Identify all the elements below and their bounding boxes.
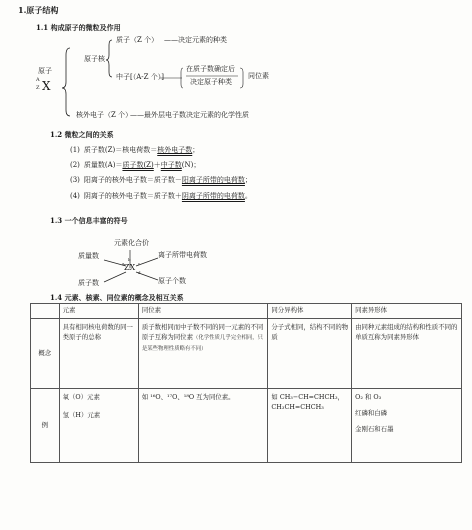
table-header-cell: 同素异形体 <box>352 304 462 319</box>
concept-isomer: 分子式相同，结构不同的物质 <box>268 318 352 388</box>
relation-key-term: 中子数 <box>160 161 182 169</box>
rich-symbol-b: b <box>128 257 131 262</box>
relation-number: (4) <box>70 192 80 200</box>
proton-role: ——决定元素的种类 <box>164 36 227 44</box>
example-isotope: 如 ¹⁶O、¹⁷O、¹⁸O 互为同位素。 <box>138 388 268 462</box>
example-isomer: 如 CH₃−CH=CHCH₃， CH₃CH=CHCH₃ <box>268 388 352 462</box>
relation-tail: (N)； <box>181 161 201 169</box>
relation-item <box>70 162 200 169</box>
isotope-label: 同位素 <box>248 72 269 80</box>
subsection-1-4-title: 1.4 元素、核素、同位素的概念及相互关系 <box>50 293 184 302</box>
section-title: 1.原子结构 <box>18 5 59 15</box>
relation-tail: 。 <box>244 192 252 200</box>
relation-text: 质子数(Z)＝核电荷数＝ <box>83 146 158 154</box>
relation-key-term: 阴离子所带的电荷数 <box>181 192 245 200</box>
table-header-row <box>31 304 462 319</box>
row-label-concept: 概念 <box>31 318 60 388</box>
relation-number: (3) <box>70 176 80 184</box>
relation-item <box>70 147 199 154</box>
concept-element: 具有相同核电荷数的同一类原子的总称 <box>59 318 138 388</box>
relationship-table <box>30 303 462 463</box>
example-element: 氧（O）元素 氢（H）元素 <box>59 388 138 462</box>
table-header-cell <box>31 304 60 319</box>
table-header-cell: 同位素 <box>138 304 268 319</box>
rich-symbol-a: a <box>122 261 125 266</box>
atom-label: 原子 <box>38 67 52 75</box>
isotope-condition-bottom: 决定原子种类 <box>190 78 232 86</box>
relation-number: (2) <box>70 161 80 169</box>
example-allotrope: O₂ 和 O₃ 红磷和白磷 金刚石和石墨 <box>352 388 462 462</box>
table-header-cell: 同分异构体 <box>268 304 352 319</box>
relation-number: (1) <box>70 146 80 154</box>
mass-number-label: 质量数 <box>78 252 99 260</box>
electron-role: ——最外层电子数决定元素的化学性质 <box>130 111 249 119</box>
proton-label: 质子（Z 个） <box>116 36 159 44</box>
relation-key-term: 阳离子所带的电荷数 <box>181 176 245 184</box>
table-row-example <box>31 388 462 462</box>
atom-bracket <box>62 48 70 116</box>
table-header-cell: 元素 <box>59 304 138 319</box>
concept-isotope: 质子数相同而中子数不同的同一元素的不同原子互称为同位素（化学性质几乎完全相同，只是某些物理性质略有不同） <box>138 318 268 388</box>
isotope-condition-top: 在质子数确定后 <box>186 65 235 73</box>
rich-symbol-c: c <box>138 261 141 266</box>
relation-operator: ＋ <box>153 161 161 169</box>
ion-charge-label: 离子所带电荷数 <box>158 251 207 259</box>
relation-tail: ； <box>244 176 252 184</box>
relation-text: 阳离子的核外电子数＝质子数－ <box>83 176 182 184</box>
row-label-example: 例 <box>31 388 60 462</box>
relation-tail: ； <box>192 146 200 154</box>
nucleus-label: 原子核 <box>84 55 105 63</box>
subsection-1-1-title: 1.1 构成原子的微粒及作用 <box>36 23 121 32</box>
neutron-label: 中子[（A-Z 个）] <box>116 73 164 81</box>
relation-key-term: 质子数(Z) <box>122 161 154 169</box>
nucleus-bracket <box>106 40 112 77</box>
isotope-bracket-right <box>240 68 243 88</box>
concept-allotrope: 由同种元素组成的结构和性质不同的单质互称为同素异形体 <box>352 318 462 388</box>
subsection-1-3-title: 1.3 一个信息丰富的符号 <box>50 216 128 225</box>
proton-number-label: 质子数 <box>78 279 99 287</box>
rich-symbol-d: d <box>138 270 141 275</box>
relation-item <box>70 193 252 200</box>
atom-symbol: A Z X <box>36 77 51 93</box>
subsection-1-2-title: 1.2 微粒之间的关系 <box>50 130 114 139</box>
table-row-concept <box>31 318 462 388</box>
relation-text: 质量数(A)＝ <box>83 161 123 169</box>
valence-label: 元素化合价 <box>114 239 149 247</box>
relation-item <box>70 177 252 184</box>
relation-text: 阴离子的核外电子数＝质子数＋ <box>83 192 182 200</box>
arrow-proton <box>104 272 126 282</box>
rich-symbol: ZX <box>124 263 136 272</box>
relation-key-term: 核外电子数 <box>157 146 193 154</box>
electron-label: 核外电子（Z 个） <box>76 111 133 119</box>
atom-count-label: 原子个数 <box>158 277 186 285</box>
